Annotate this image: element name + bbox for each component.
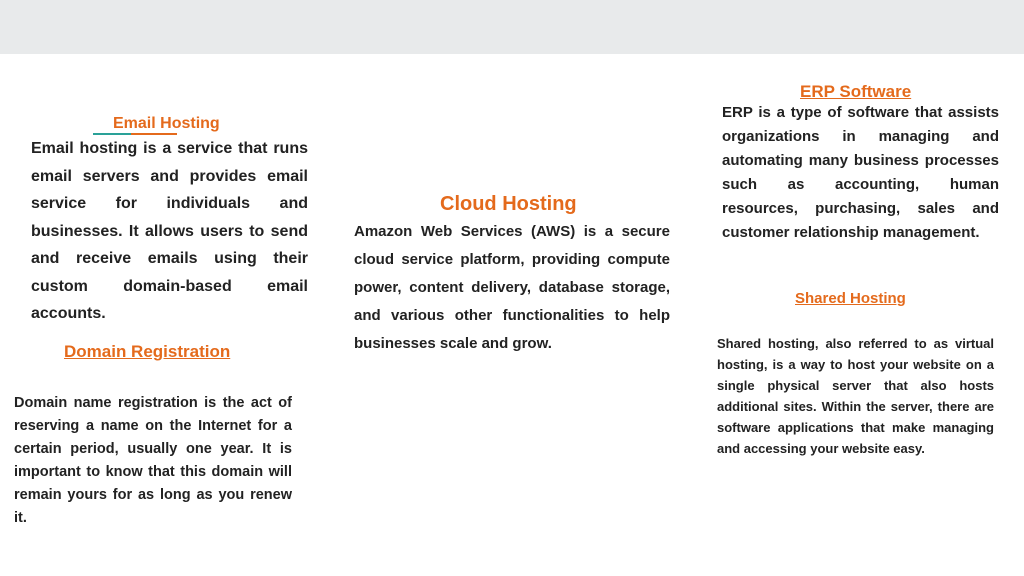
top-band: [0, 0, 1024, 54]
domain-registration-heading: Domain Registration: [64, 342, 231, 361]
erp-software-text: ERP is a type of software that assists organizations in managing and automating many business processes such as accounting, human resources, purchasing, sales and customer relationship management.: [722, 104, 999, 241]
email-hosting-text: Email hosting is a service that runs email servers and provides email service for individuals and businesses. It allows users to send and receive emails using their custom domain-based email accounts.: [31, 140, 308, 322]
cloud-hosting-text: Amazon Web Services (AWS) is a secure cloud service platform, providing compute power, content delivery, database storage, and various other functionalities to help businesses scale and grow.: [354, 223, 670, 352]
erp-software-heading: ERP Software: [800, 82, 912, 101]
shared-hosting-heading: Shared Hosting: [795, 290, 906, 307]
email-hosting-heading: Email Hosting: [113, 115, 220, 132]
cloud-hosting-heading: Cloud Hosting: [440, 193, 577, 215]
domain-registration-text: Domain name registration is the act of reserving a name on the Internet for a certain period, usually one year. It is important to know that this domain will remain yours for as long as you renew it.: [14, 395, 292, 526]
shared-hosting-text: Shared hosting, also referred to as virtual hosting, is a way to host your website on a single physical server that also hosts additional sites. Within the server, there are software applications that make managing and accessing your website easy.: [717, 336, 994, 456]
